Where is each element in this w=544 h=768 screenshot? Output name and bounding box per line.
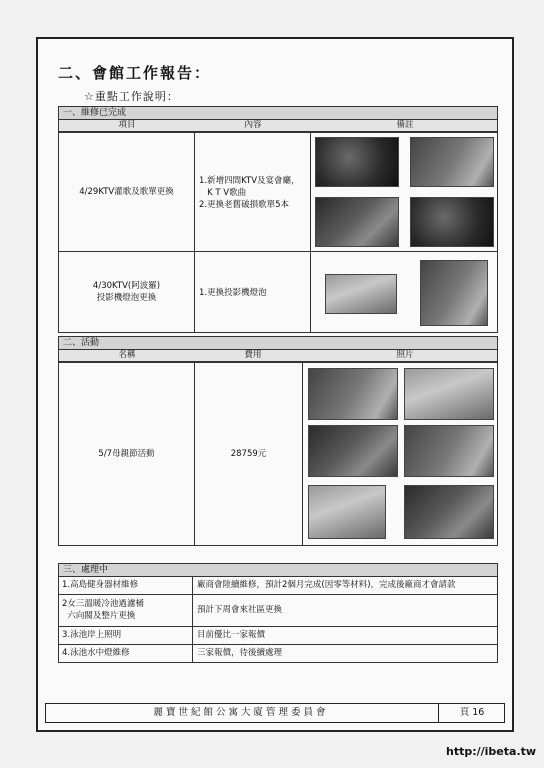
photo-ktv-1 xyxy=(315,137,399,187)
watermark-url: http://ibeta.tw xyxy=(446,745,537,758)
processing-row-2-item-line-2: 六向閥及整片更換 xyxy=(62,611,136,621)
photo-event-2 xyxy=(404,368,494,420)
photo-event-6 xyxy=(404,485,494,539)
page-subheading: ☆重點工作說明： xyxy=(84,90,179,103)
repairs-row-1-item-text: 4/29KTV灌歌及歌單更換 xyxy=(79,187,174,197)
activities-row-1-cost-text: 28759元 xyxy=(230,449,267,459)
processing-divider xyxy=(192,627,193,644)
processing-row-1-status: 廠商會陸續維修，預計2個月完成(因零等材料)，完成後廠商才會請款 xyxy=(197,580,456,590)
photo-ktv-3 xyxy=(315,197,399,247)
processing-row-1-item: 1.高島健身器材維修 xyxy=(62,580,139,590)
processing-row-4 xyxy=(58,645,498,663)
processing-row-2 xyxy=(58,595,498,627)
photo-ktv-4 xyxy=(410,197,494,247)
repairs-row-2-photos xyxy=(310,251,498,333)
processing-section-title: 三、處理中 xyxy=(58,563,498,577)
processing-divider xyxy=(192,577,193,594)
repairs-col-item: 項目 xyxy=(118,120,136,130)
repairs-col-notes: 備註 xyxy=(396,120,414,130)
processing-row-2-item xyxy=(62,598,190,622)
repairs-row-1-line-2: K T V歌曲 xyxy=(199,188,247,198)
repairs-row-2-line-1: 1.更換投影機燈泡 xyxy=(199,288,267,298)
processing-row-4-status: 三家報價，待後續處理 xyxy=(197,648,283,658)
repairs-row-1-content xyxy=(194,132,311,252)
repairs-row-1-line-1: 1.新增四間KTV及宴會廳， xyxy=(199,176,300,186)
activities-section-title: 二、活動 xyxy=(58,336,498,350)
activities-row-1-name xyxy=(58,362,195,546)
activities-row-1-cost xyxy=(194,362,303,546)
page-number: 頁 16 xyxy=(438,704,505,722)
photo-event-3 xyxy=(308,425,398,477)
photo-event-5 xyxy=(308,485,386,539)
activities-row-1-name-text: 5/7母親節活動 xyxy=(98,449,155,459)
activities-col-photos: 照片 xyxy=(396,350,414,360)
processing-divider xyxy=(192,595,193,626)
processing-row-3-item: 3.泳池岸上照明 xyxy=(62,630,122,640)
repairs-row-2-item-line-1: 4/30KTV(阿波羅) xyxy=(92,281,161,291)
activities-col-name: 名稱 xyxy=(118,350,136,360)
footer-title: 麗寶世紀館公寓大廈管理委員會 xyxy=(153,707,329,718)
repairs-row-2-item-line-2: 投影機燈泡更換 xyxy=(96,293,157,303)
repairs-row-1-line-3: 2.更換老舊破損歌單5本 xyxy=(199,200,290,210)
photo-event-1 xyxy=(308,368,398,420)
repairs-section-title: 一、維修已完成 xyxy=(58,106,498,120)
processing-row-4-item: 4.泳池水中燈維修 xyxy=(62,648,130,658)
repairs-row-2-content xyxy=(194,251,311,333)
photo-event-4 xyxy=(404,425,494,477)
processing-row-2-item-line-1: 2女三溫暖冷池過濾桶 xyxy=(62,599,144,609)
processing-row-3-status: 目前優比一家報價 xyxy=(197,630,266,640)
repairs-header-row xyxy=(58,120,498,132)
repairs-row-1-photos xyxy=(310,132,498,252)
page-heading: 二、會館工作報告： xyxy=(58,64,212,82)
processing-divider xyxy=(192,645,193,662)
activities-row-1-photos xyxy=(302,362,498,546)
processing-row-1 xyxy=(58,577,498,595)
repairs-row-1-item xyxy=(58,132,195,252)
activities-header-row xyxy=(58,350,498,362)
footer-bar xyxy=(45,703,505,723)
processing-row-3 xyxy=(58,627,498,645)
activities-col-cost: 費用 xyxy=(244,350,262,360)
repairs-col-content: 內容 xyxy=(244,120,262,130)
repairs-row-2-item xyxy=(58,251,195,333)
photo-projector-2 xyxy=(420,260,488,326)
photo-projector-1 xyxy=(325,274,397,314)
photo-ktv-2 xyxy=(410,137,494,187)
processing-row-2-status: 預計下周會來社區更換 xyxy=(197,605,283,615)
